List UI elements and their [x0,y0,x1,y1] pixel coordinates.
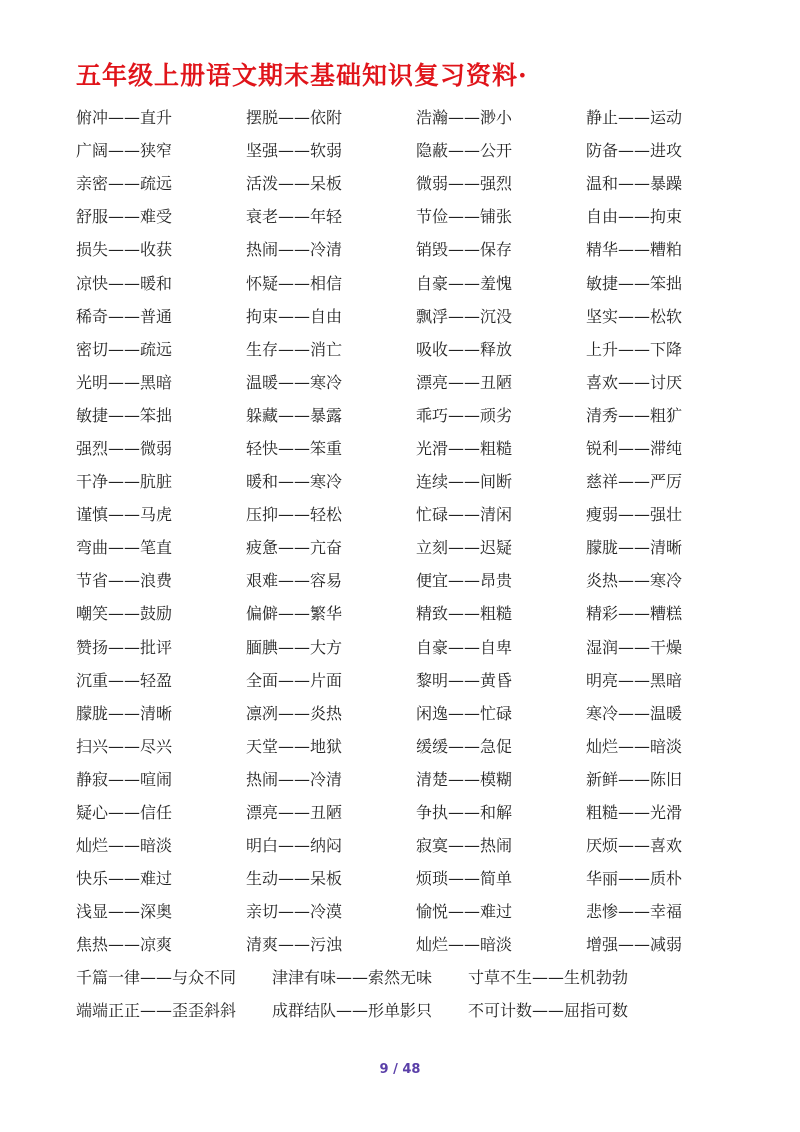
antonym-pair: 焦热——凉爽 [76,935,173,955]
antonym-pair: 慈祥——严厉 [586,472,683,492]
antonym-pair: 敏捷——笨拙 [586,273,683,293]
antonym-pair: 新鲜——陈旧 [586,769,683,789]
table-row [76,332,756,365]
antonym-pair: 华丽——质朴 [586,869,683,889]
antonym-pair: 精华——糟粕 [586,240,683,260]
antonym-pair: 热闹——冷清 [246,769,343,789]
antonym-pair: 飘浮——沉没 [416,306,513,326]
antonym-pair: 温暖——寒冷 [246,372,343,392]
antonym-pair: 厌烦——喜欢 [586,836,683,856]
antonym-pair: 黎明——黄昏 [416,670,513,690]
antonym-pair: 瘦弱——强壮 [586,505,683,525]
table-row [76,795,756,828]
antonym-pair: 亲切——冷漠 [246,902,343,922]
antonym-pair: 艰难——容易 [246,571,343,591]
table-row [76,365,756,398]
table-row [76,729,756,762]
antonym-pair: 静止——运动 [586,108,683,128]
antonym-pair: 密切——疏远 [76,339,173,359]
antonym-pair: 快乐——难过 [76,869,173,889]
antonym-pair: 浅显——深奥 [76,902,173,922]
page-title: 五年级上册语文期末基础知识复习资料· [76,61,528,90]
antonym-pair: 灿烂——暗淡 [586,736,683,756]
antonym-pair: 自豪——自卑 [416,637,513,657]
antonym-pair: 生存——消亡 [246,339,343,359]
antonym-pair: 躲藏——暴露 [246,405,343,425]
antonym-pair: 愉悦——难过 [416,902,513,922]
antonym-pair: 扫兴——尽兴 [76,736,173,756]
table-row [76,563,756,596]
table-row [76,464,756,497]
antonym-pair: 损失——收获 [76,240,173,260]
antonym-pair: 赞扬——批评 [76,637,173,657]
antonym-pair: 漂亮——丑陋 [246,803,343,823]
table-row [76,265,756,298]
idiom-antonym-pair: 津津有味——索然无味 [272,968,433,987]
table-row [76,894,756,927]
antonym-pair: 舒服——难受 [76,207,173,227]
table-row [76,762,756,795]
antonym-pair: 缓缓——急促 [416,736,513,756]
antonym-pair: 精彩——糟糕 [586,604,683,624]
table-row [76,299,756,332]
antonym-pair: 怀疑——相信 [246,273,343,293]
page-number: 9 / 48 [379,1062,421,1077]
idiom-row [76,993,756,1026]
antonym-pair: 朦胧——清晰 [76,703,173,723]
antonym-pair: 沉重——轻盈 [76,670,173,690]
antonym-pair: 浩瀚——渺小 [416,108,513,128]
table-row [76,133,756,166]
antonym-pair: 上升——下降 [586,339,683,359]
table-row [76,530,756,563]
table-row [76,232,756,265]
antonym-pair: 喜欢——讨厌 [586,372,683,392]
antonym-pair: 凉快——暖和 [76,273,173,293]
table-row [76,927,756,960]
antonym-pair: 轻快——笨重 [246,438,343,458]
table-row [76,696,756,729]
table-row [76,861,756,894]
idiom-antonym-pair: 端端正正——歪歪斜斜 [76,1001,237,1020]
antonym-pair: 漂亮——丑陋 [416,372,513,392]
table-row [76,431,756,464]
antonym-pair: 隐蔽——公开 [416,141,513,161]
antonym-pair: 拘束——自由 [246,306,343,326]
antonym-pair: 闲逸——忙碌 [416,703,513,723]
idiom-row [76,960,756,993]
table-row [76,828,756,861]
idiom-antonym-pair: 寸草不生——生机勃勃 [468,968,629,987]
antonym-pair: 强烈——微弱 [76,438,173,458]
table-row [76,663,756,696]
antonym-pair: 暖和——寒冷 [246,472,343,492]
antonym-pair: 吸收——释放 [416,339,513,359]
antonym-pair: 节俭——铺张 [416,207,513,227]
antonym-pair: 争执——和解 [416,803,513,823]
antonym-pair: 光滑——粗糙 [416,438,513,458]
antonym-pair: 自豪——羞愧 [416,273,513,293]
antonym-pair: 疲惫——亢奋 [246,538,343,558]
antonym-pair: 增强——减弱 [586,935,683,955]
antonym-pair: 锐利——滞纯 [586,438,683,458]
antonym-pair: 嘲笑——鼓励 [76,604,173,624]
antonym-pair: 忙碌——清闲 [416,505,513,525]
idiom-antonym-pair: 成群结队——形单影只 [272,1001,433,1020]
antonym-pair: 广阔——狭窄 [76,141,173,161]
table-row [76,497,756,530]
antonym-pair: 全面——片面 [246,670,343,690]
antonym-pair: 寒冷——温暖 [586,703,683,723]
idiom-antonym-pair: 千篇一律——与众不同 [76,968,237,987]
idiom-antonym-list [76,960,756,1026]
antonym-pair: 偏僻——繁华 [246,604,343,624]
antonym-pair: 连续——间断 [416,472,513,492]
table-row [76,199,756,232]
antonym-pair: 烦琐——简单 [416,869,513,889]
antonym-pair: 清楚——模糊 [416,769,513,789]
antonym-pair: 静寂——喧闹 [76,769,173,789]
antonym-pair: 坚实——松软 [586,306,683,326]
antonym-pair: 粗糙——光滑 [586,803,683,823]
antonym-pair: 明亮——黑暗 [586,670,683,690]
antonym-pair: 精致——粗糙 [416,604,513,624]
antonym-pair: 温和——暴躁 [586,174,683,194]
antonym-pair: 防备——进攻 [586,141,683,161]
table-row [76,630,756,663]
antonym-pair: 干净——肮脏 [76,472,173,492]
antonym-pair: 敏捷——笨拙 [76,405,173,425]
antonym-pair: 灿烂——暗淡 [416,935,513,955]
antonym-pair: 压抑——轻松 [246,505,343,525]
antonym-pair: 坚强——软弱 [246,141,343,161]
antonym-pair: 摆脱——依附 [246,108,343,128]
antonym-pair: 衰老——年轻 [246,207,343,227]
antonym-pair: 炎热——寒冷 [586,571,683,591]
antonym-pair: 光明——黑暗 [76,372,173,392]
antonym-pair: 自由——拘束 [586,207,683,227]
table-row [76,398,756,431]
antonym-pair: 湿润——干燥 [586,637,683,657]
antonym-pair: 朦胧——清晰 [586,538,683,558]
antonym-pair: 谨慎——马虎 [76,505,173,525]
antonym-pair: 热闹——冷清 [246,240,343,260]
antonym-pair: 寂寞——热闹 [416,836,513,856]
antonym-pair: 弯曲——笔直 [76,538,173,558]
antonym-pair: 生动——呆板 [246,869,343,889]
antonym-pair: 微弱——强烈 [416,174,513,194]
antonym-pair: 灿烂——暗淡 [76,836,173,856]
antonym-table [76,100,756,960]
antonym-pair: 稀奇——普通 [76,306,173,326]
antonym-pair: 悲惨——幸福 [586,902,683,922]
antonym-pair: 腼腆——大方 [246,637,343,657]
antonym-pair: 凛冽——炎热 [246,703,343,723]
antonym-pair: 清爽——污浊 [246,935,343,955]
antonym-pair: 便宜——昂贵 [416,571,513,591]
antonym-pair: 乖巧——顽劣 [416,405,513,425]
table-row [76,100,756,133]
antonym-pair: 疑心——信任 [76,803,173,823]
antonym-pair: 亲密——疏远 [76,174,173,194]
antonym-pair: 销毁——保存 [416,240,513,260]
antonym-pair: 清秀——粗犷 [586,405,683,425]
antonym-pair: 明白——纳闷 [246,836,343,856]
table-row [76,166,756,199]
antonym-pair: 俯冲——直升 [76,108,173,128]
table-row [76,596,756,629]
antonym-pair: 立刻——迟疑 [416,538,513,558]
antonym-pair: 活泼——呆板 [246,174,343,194]
antonym-pair: 节省——浪费 [76,571,173,591]
antonym-pair: 天堂——地狱 [246,736,343,756]
idiom-antonym-pair: 不可计数——屈指可数 [468,1001,629,1020]
